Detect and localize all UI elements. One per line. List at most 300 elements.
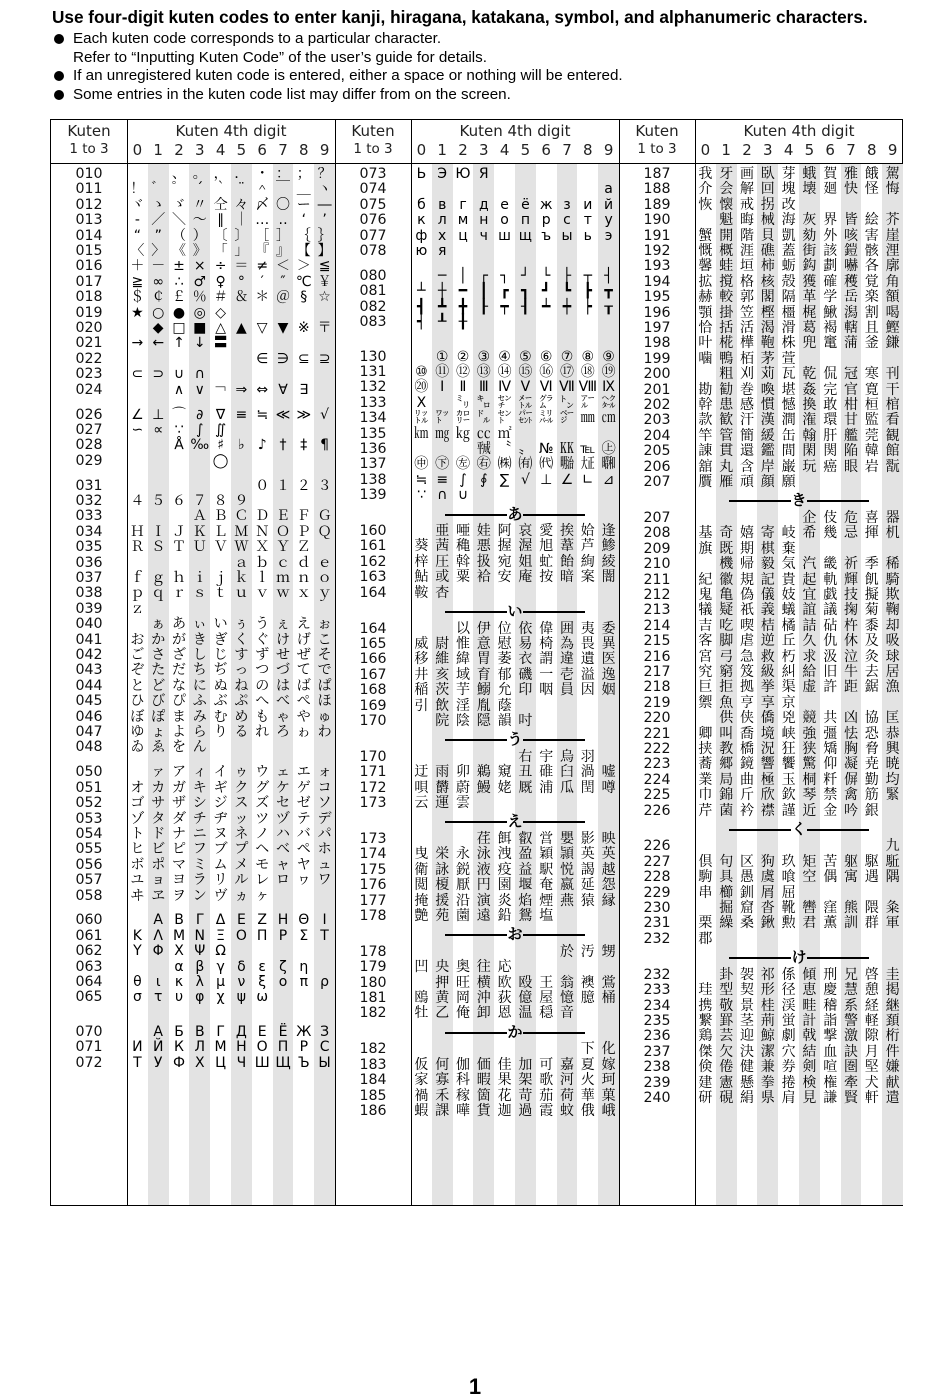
char-cell: ビ — [151, 841, 166, 858]
char-cell: 掲 — [885, 982, 900, 999]
char-cell: 捲 — [781, 1074, 796, 1091]
char-cell: 熊 — [843, 900, 858, 916]
char-cell: Ｗ — [234, 539, 249, 556]
char-cell: 蟹 — [698, 227, 713, 244]
char-cell: 串 — [698, 884, 713, 901]
digit-label: 8 — [867, 141, 877, 159]
char-cell: ＾ — [255, 181, 270, 198]
table-row — [695, 1091, 903, 1106]
char-cell: 賀 — [823, 166, 838, 182]
char-cell: ｎ — [296, 570, 311, 586]
char-cell: 菊 — [864, 602, 879, 619]
char-cell: 翰 — [802, 427, 817, 444]
char-cell: 印 — [518, 682, 533, 699]
kuten-code: 195 — [643, 289, 671, 306]
char-cell: 恵 — [802, 982, 817, 999]
char-cell: と — [130, 677, 145, 694]
char-cell: 許 — [823, 679, 838, 696]
char-cell: ッ — [234, 810, 249, 827]
char-cell: 拡 — [698, 273, 713, 290]
char-cell: 角 — [885, 273, 900, 290]
kuten-code: 202 — [643, 397, 671, 413]
table-row — [695, 213, 903, 228]
kuten-code: 083 — [359, 314, 387, 331]
char-cell: ∝ — [153, 421, 164, 438]
char-cell: 凹 — [414, 959, 429, 976]
char-cell: ⑤ — [519, 348, 532, 365]
char-cell: Й — [152, 1039, 164, 1056]
table-row — [695, 475, 903, 490]
char-cell: 〓 — [213, 335, 228, 352]
char-cell: № — [538, 440, 554, 457]
char-cell: ≫ — [296, 406, 312, 423]
kuten-code: 198 — [643, 335, 671, 352]
char-cell: 奥 — [455, 959, 470, 976]
char-cell: 岳 — [843, 289, 858, 306]
kuten-code: 173 — [359, 795, 387, 811]
char-cell: 雁 — [719, 474, 734, 490]
table-row — [411, 863, 619, 878]
digit-label: 3 — [195, 141, 205, 159]
char-cell: Ⅶ — [559, 379, 575, 396]
char-cell: ヵ — [234, 887, 249, 904]
kuten-range-label: 1 to 3 — [353, 141, 393, 157]
char-cell: 茄 — [539, 1087, 554, 1104]
char-cell: 柿 — [760, 258, 775, 275]
char-cell: 漁 — [885, 679, 900, 696]
char-cell: 吸 — [885, 633, 900, 650]
char-cell: ㌦ — [476, 410, 491, 427]
char-cell: 華 — [580, 1087, 595, 1104]
char-cell: ① — [435, 348, 449, 365]
table-row — [695, 999, 903, 1014]
char-cell: 県 — [760, 1089, 775, 1106]
char-cell: 罫 — [719, 1012, 734, 1029]
table-panel — [619, 120, 901, 1205]
char-cell: れ — [255, 724, 270, 740]
char-cell: 井 — [414, 666, 429, 683]
digit-label: 2 — [458, 141, 468, 159]
char-cell: ㈱ — [497, 456, 512, 473]
char-cell: Ⅵ — [539, 379, 553, 396]
char-cell: 啓 — [864, 966, 879, 983]
char-cell: 欽 — [781, 787, 796, 804]
kuten-code: 235 — [643, 1012, 671, 1029]
char-cell: ｈ — [171, 570, 186, 586]
char-cell: 果 — [497, 1072, 512, 1089]
char-cell: ┤ — [604, 267, 613, 284]
char-cell: 級 — [760, 663, 775, 680]
char-cell: ─ — [437, 267, 447, 284]
table-row — [411, 637, 619, 652]
char-cell: 局 — [719, 771, 734, 788]
char-cell: 橋 — [739, 740, 754, 757]
char-cell: 屋 — [539, 990, 554, 1006]
char-cell: ル — [234, 872, 249, 889]
char-cell: 穐 — [455, 538, 470, 555]
char-cell: １ — [275, 477, 290, 494]
char-cell: § — [300, 289, 308, 306]
char-cell: 意 — [476, 635, 491, 652]
kuten-code: 182 — [359, 1005, 387, 1022]
char-cell: 菌 — [719, 802, 734, 819]
char-cell: 引 — [414, 697, 429, 714]
kuten-code: 015 — [75, 243, 103, 259]
char-cell: Ｍ — [234, 523, 249, 540]
kuten-code: 043 — [75, 662, 103, 679]
char-cell: 安 — [497, 569, 512, 586]
char-cell: 贋 — [698, 474, 713, 490]
kuten-code: 218 — [643, 679, 671, 696]
kuten-code: 033 — [75, 508, 103, 525]
char-cell: ⑥ — [539, 348, 553, 365]
char-cell: 衛 — [414, 861, 429, 878]
char-cell: 割 — [864, 304, 879, 321]
char-cell: ± — [173, 258, 185, 275]
char-cell: 健 — [739, 1059, 754, 1076]
char-cell: 却 — [885, 617, 900, 634]
char-cell: 〟 — [518, 440, 533, 457]
char-cell: ㍾ — [559, 456, 574, 473]
char-cell: 叶 — [698, 335, 713, 352]
char-cell: Ω — [215, 943, 226, 960]
char-cell: 寓 — [843, 869, 858, 886]
char-cell: 蛾 — [802, 166, 817, 182]
char-cell: ∫ — [459, 471, 467, 488]
char-cell: 株 — [781, 335, 796, 352]
char-cell: 鎧 — [843, 243, 858, 259]
char-cell: 較 — [719, 289, 734, 306]
kuten-code: 070 — [75, 1023, 103, 1040]
char-cell: 犠 — [698, 602, 713, 619]
char-cell: 朽 — [781, 648, 796, 665]
char-cell: Ｄ — [255, 508, 270, 525]
table-row — [127, 494, 335, 509]
char-cell: ㌘ — [539, 394, 554, 411]
char-cell: 。 — [192, 166, 207, 182]
char-cell: Τ — [320, 927, 329, 944]
char-cell: さ — [151, 647, 166, 663]
char-cell: ♀ — [215, 273, 226, 290]
char-cell: 〆 — [255, 196, 270, 213]
char-cell: 額 — [885, 289, 900, 306]
char-cell: Ｂ — [213, 508, 228, 525]
char-cell: Ｕ — [192, 539, 207, 556]
section-label: き — [791, 491, 807, 510]
char-cell: └ — [541, 267, 551, 284]
char-cell: 胤 — [476, 697, 491, 714]
char-cell: 義 — [760, 602, 775, 619]
char-cell: 眼 — [843, 458, 858, 475]
char-cell: 圧 — [435, 553, 450, 570]
char-cell: 鵜 — [476, 764, 491, 781]
char-cell: 鯨 — [760, 1028, 775, 1045]
char-cell: 央 — [435, 959, 450, 976]
char-cell: Ι — [322, 912, 327, 929]
char-cell: 拳 — [760, 1074, 775, 1091]
char-cell: Ｉ — [151, 523, 166, 540]
char-cell: グ — [255, 779, 270, 796]
char-cell: Υ — [133, 943, 142, 960]
char-cell: 位 — [497, 620, 512, 637]
char-cell: ┐ — [500, 267, 509, 284]
kuten-code: 081 — [359, 283, 387, 300]
table-row — [127, 765, 335, 780]
char-cell: ャ — [275, 856, 290, 873]
char-cell: 仇 — [823, 633, 838, 650]
char-cell: 榎 — [435, 877, 450, 894]
char-cell: н — [479, 212, 489, 229]
char-cell: 撃 — [823, 1028, 838, 1045]
char-cell: 於 — [559, 943, 574, 960]
char-cell: Х — [194, 1054, 205, 1071]
char-cell: 軽 — [864, 1012, 879, 1029]
digit-label: 4 — [783, 141, 794, 159]
char-cell: ю — [415, 243, 428, 259]
table-row — [411, 1058, 619, 1073]
char-cell: 京 — [781, 694, 796, 711]
kuten-code: 042 — [75, 647, 103, 663]
table-row — [411, 832, 619, 847]
char-cell: 劾 — [802, 227, 817, 244]
char-cell: 喚 — [760, 381, 775, 398]
table-row — [695, 619, 903, 634]
char-cell: 館 — [885, 443, 900, 460]
char-cell: а — [604, 181, 613, 198]
char-cell: 恩 — [497, 1005, 512, 1022]
char-cell: 莞 — [864, 427, 879, 444]
char-cell: ロ — [275, 872, 290, 889]
char-cell: ｒ — [171, 585, 186, 602]
char-cell: 建 — [698, 1074, 713, 1091]
char-cell: 樫 — [760, 304, 775, 321]
table-row — [127, 367, 335, 382]
char-cell: 泳 — [476, 846, 491, 863]
char-cell: ┏ — [500, 283, 509, 300]
char-cell: … — [255, 212, 270, 229]
char-cell: 壱 — [559, 666, 574, 683]
char-cell: 姐 — [518, 553, 533, 570]
kuten-code: 021 — [75, 335, 103, 352]
char-cell: 畿 — [823, 556, 838, 573]
char-cell: 郡 — [698, 930, 713, 947]
char-cell: 咽 — [539, 682, 554, 699]
section-header — [411, 1024, 619, 1040]
kuten-code: 177 — [359, 892, 387, 909]
char-cell: 苦 — [823, 853, 838, 870]
digit-label: 7 — [562, 141, 572, 159]
char-cell: 机 — [885, 525, 900, 542]
char-cell: ぉ — [317, 616, 332, 633]
kuten-code: 225 — [643, 787, 671, 804]
table-row — [411, 244, 619, 259]
digit-label: 8 — [299, 141, 309, 159]
char-cell: 扱 — [476, 553, 491, 570]
char-cell: 訣 — [843, 1043, 858, 1060]
char-cell: 沖 — [476, 990, 491, 1006]
char-cell: А — [153, 1023, 163, 1040]
char-cell: 葛 — [802, 320, 817, 336]
char-cell: ケ — [275, 779, 290, 796]
kuten-code: 205 — [643, 443, 671, 460]
char-cell: 円 — [476, 877, 491, 894]
char-cell: 〔 — [213, 227, 228, 244]
char-cell: 英 — [601, 846, 616, 863]
kuten-code: 045 — [75, 693, 103, 710]
char-cell: ￢ — [213, 381, 228, 398]
char-cell: 宜 — [802, 586, 817, 603]
char-cell: 弓 — [719, 648, 734, 665]
char-cell: ㍊ — [539, 410, 554, 427]
digit-label: 9 — [603, 141, 614, 159]
kuten-code: 171 — [359, 764, 387, 781]
char-cell: 艶 — [414, 907, 429, 924]
table-row — [127, 679, 335, 694]
char-cell: 拐 — [760, 196, 775, 213]
char-cell: マ — [171, 856, 186, 873]
char-cell: 畏 — [580, 635, 595, 652]
char-cell: ノ — [255, 825, 270, 842]
char-cell: 脚 — [719, 633, 734, 650]
char-cell: г — [459, 196, 467, 213]
table-row — [695, 650, 903, 665]
char-cell: ━ — [458, 283, 468, 300]
char-cell: 殻 — [781, 273, 796, 290]
char-cell: 加 — [518, 1056, 533, 1073]
char-cell: 鴎 — [414, 990, 429, 1006]
char-cell: ザ — [171, 795, 186, 812]
char-cell: 愛 — [539, 523, 554, 539]
char-cell: ワ — [317, 872, 332, 889]
char-cell: 矩 — [802, 853, 817, 870]
char-cell: 桶 — [601, 990, 616, 1006]
char-cell: 況 — [760, 740, 775, 757]
char-cell: 享 — [760, 694, 775, 711]
char-cell: τ — [153, 989, 163, 1006]
char-cell: 」 — [234, 243, 249, 259]
char-cell: 看 — [885, 412, 900, 429]
char-cell: ┨ — [521, 298, 530, 315]
char-cell: ※ — [297, 320, 310, 336]
char-cell: る — [234, 724, 249, 740]
char-cell: ◇ — [215, 304, 226, 321]
char-cell: ヴ — [213, 887, 228, 904]
char-cell: ⇔ — [256, 381, 269, 398]
char-cell: 興 — [885, 740, 900, 757]
char-cell: □ — [172, 320, 186, 336]
char-cell: バ — [296, 825, 311, 842]
section-header — [695, 821, 903, 837]
char-cell: Ｊ — [171, 523, 186, 540]
char-cell: 共 — [823, 710, 838, 727]
char-cell: 旭 — [539, 538, 554, 555]
char-cell: 絵 — [864, 212, 879, 229]
char-cell: 蔚 — [455, 779, 470, 796]
char-cell: ⑲ — [601, 363, 616, 380]
char-cell: 笈 — [739, 663, 754, 680]
char-cell: ｘ — [296, 585, 311, 602]
digit-label: 5 — [236, 141, 247, 159]
char-cell: Ⅷ — [578, 379, 597, 396]
table-row — [127, 873, 335, 888]
char-cell: 希 — [802, 525, 817, 542]
table-row — [411, 300, 619, 315]
table-row — [411, 411, 619, 426]
char-cell: 鴨 — [719, 350, 734, 367]
char-cell: Р — [299, 1039, 309, 1056]
char-cell: 英 — [580, 846, 595, 863]
char-cell: て — [296, 662, 311, 679]
kuten-code: 054 — [75, 825, 103, 842]
char-cell: 堅 — [864, 1059, 879, 1076]
char-cell: ⑪ — [435, 363, 450, 380]
char-cell: 挟 — [698, 740, 713, 757]
char-cell: 姦 — [802, 381, 817, 398]
char-cell: 鯵 — [601, 538, 616, 555]
char-cell: 粟 — [455, 569, 470, 586]
char-cell: 轡 — [802, 900, 817, 916]
char-cell: ∧ — [173, 381, 185, 398]
char-cell: 凱 — [781, 227, 796, 244]
char-cell: 寛 — [864, 381, 879, 398]
kuten-code: 028 — [75, 437, 103, 454]
char-cell: カ — [151, 779, 166, 796]
char-cell: 劇 — [781, 1028, 796, 1045]
char-cell: ¶ — [320, 437, 330, 454]
kuten-code: 026 — [75, 406, 103, 423]
table-row — [127, 858, 335, 873]
char-cell: ぇ — [275, 616, 290, 633]
char-cell: 欧 — [497, 974, 512, 991]
char-cell: 繋 — [698, 1012, 713, 1029]
char-cell: 臥 — [760, 166, 775, 182]
char-cell: ヌ — [213, 825, 228, 842]
char-cell: 魁 — [719, 212, 734, 229]
char-cell: 凶 — [843, 710, 858, 727]
char-cell: 覚 — [864, 273, 879, 290]
table-row — [127, 182, 335, 197]
char-cell: ㌫ — [518, 410, 533, 427]
char-cell: 溢 — [580, 666, 595, 683]
char-cell: ㎎ — [435, 425, 450, 442]
char-cell: В — [194, 1023, 205, 1040]
char-cell: ｑ — [151, 585, 166, 602]
char-cell: 虻 — [539, 553, 554, 570]
char-cell: っ — [234, 662, 249, 679]
char-cell: 慨 — [698, 243, 713, 259]
char-cell: ≡ — [436, 471, 449, 488]
char-cell: 業 — [698, 771, 713, 788]
char-cell: γ — [216, 958, 225, 975]
char-cell: 詰 — [802, 617, 817, 634]
char-cell: ク — [234, 779, 249, 796]
char-cell: 芦 — [580, 538, 595, 555]
char-cell: 化 — [601, 1041, 616, 1058]
kuten-code: 186 — [359, 1102, 387, 1119]
char-cell: ∽ — [131, 421, 144, 438]
char-cell: Γ — [195, 912, 204, 929]
char-cell: 雨 — [435, 764, 450, 781]
char-cell: 阿 — [497, 523, 512, 539]
char-cell: 珪 — [698, 982, 713, 999]
kuten-code: 050 — [75, 764, 103, 781]
char-cell: 依 — [518, 620, 533, 637]
char-cell: 卿 — [698, 725, 713, 742]
kuten-code: 185 — [359, 1087, 387, 1104]
char-cell: ζ — [279, 958, 287, 975]
char-cell: 蕎 — [698, 756, 713, 773]
digit-label: 4 — [215, 141, 226, 159]
